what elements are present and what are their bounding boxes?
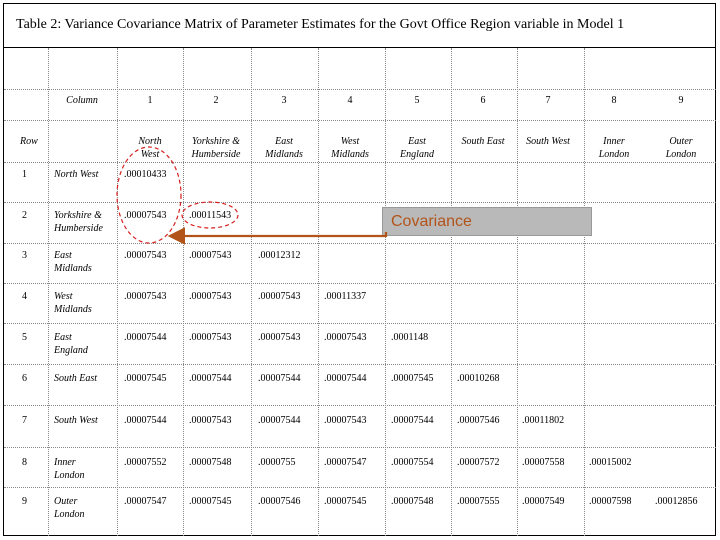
matrix-cell-value: .00007548: [391, 496, 434, 507]
matrix-cell-value: .00007547: [324, 457, 367, 468]
grid-vline: [517, 48, 518, 536]
column-number: 4: [347, 95, 353, 106]
row-name: East: [54, 332, 72, 343]
grid-hline: [4, 447, 716, 448]
column-number: 8: [611, 95, 617, 106]
grid-hline: [4, 405, 716, 406]
matrix-cell-value: .00007543: [324, 415, 367, 426]
matrix-cell-value: .00007572: [457, 457, 500, 468]
grid-hline: [4, 364, 716, 365]
matrix-cell-value: .00007544: [391, 415, 434, 426]
title-box: [3, 3, 716, 48]
row-name-line2: Midlands: [54, 263, 92, 274]
row-number: 3: [22, 250, 27, 261]
matrix-cell-value: .00007544: [189, 373, 232, 384]
matrix-cell-value: .00007543: [189, 415, 232, 426]
table-title: Table 2: Variance Covariance Matrix of Parameter Estimates for the Govt Office Region variable in Model 1: [16, 17, 625, 32]
column-header-label: Column: [66, 95, 98, 106]
grid-hline: [4, 283, 716, 284]
matrix-cell-value: .00007545: [391, 373, 434, 384]
column-name: Yorkshire &: [192, 136, 240, 147]
column-number: 7: [545, 95, 551, 106]
column-name: North: [138, 136, 162, 147]
grid-hline: [4, 202, 716, 203]
covariance-label: Covariance: [391, 213, 472, 230]
matrix-cell-value: .00007545: [189, 496, 232, 507]
matrix-cell-value: .00007555: [457, 496, 500, 507]
matrix-cell-value: .00010268: [457, 373, 500, 384]
grid-vline: [117, 48, 118, 536]
matrix-cell-value: .00007543: [189, 250, 232, 261]
row-name: West: [54, 291, 73, 302]
matrix-cell-value: .00007545: [124, 373, 167, 384]
matrix-cell-value: .00007543: [124, 210, 167, 221]
column-name: South West: [526, 136, 570, 147]
row-name-line2: England: [54, 345, 88, 356]
row-name-line2: Midlands: [54, 304, 92, 315]
matrix-cell-value: .00007549: [522, 496, 565, 507]
matrix-cell-value: .00007544: [258, 415, 301, 426]
column-name-line2: London: [598, 149, 630, 160]
matrix-cell-value: .0001148: [391, 332, 429, 343]
matrix-cell-value: .00007543: [124, 291, 167, 302]
grid-vline: [318, 48, 319, 536]
row-name: North West: [54, 169, 99, 180]
matrix-cell-value: .00007548: [189, 457, 232, 468]
row-header-label: Row: [20, 136, 38, 147]
column-name: South East: [461, 136, 505, 147]
column-name: Outer: [669, 136, 693, 147]
column-number: 5: [414, 95, 420, 106]
matrix-cell-value: .00012312: [258, 250, 301, 261]
grid-vline: [251, 48, 252, 536]
matrix-cell-value: .00007552: [124, 457, 167, 468]
column-name-line2: Humberside: [191, 149, 241, 160]
matrix-cell-value: .00011543: [189, 210, 232, 221]
matrix-cell-value: .0000755: [258, 457, 296, 468]
matrix-cell-value: .00007543: [258, 291, 301, 302]
row-number: 2: [22, 210, 27, 221]
column-name-line2: England: [400, 149, 434, 160]
matrix-cell-value: .00011802: [522, 415, 565, 426]
matrix-cell-value: .00010433: [124, 169, 167, 180]
matrix-cell-value: .00011337: [324, 291, 367, 302]
column-number: 2: [213, 95, 219, 106]
row-name-line2: London: [54, 470, 85, 481]
matrix-cell-value: .00007544: [124, 415, 167, 426]
grid-hline: [4, 323, 716, 324]
column-number: 6: [480, 95, 486, 106]
matrix-cell-value: .00007543: [258, 332, 301, 343]
row-name-line2: Humberside: [54, 223, 103, 234]
matrix-cell-value: .00007554: [391, 457, 434, 468]
row-number: 9: [22, 496, 27, 507]
row-number: 4: [22, 291, 27, 302]
matrix-cell-value: .00007544: [124, 332, 167, 343]
matrix-cell-value: .00007543: [124, 250, 167, 261]
matrix-cell-value: .00007543: [189, 291, 232, 302]
column-number: 3: [281, 95, 287, 106]
column-name-line2: West: [140, 149, 160, 160]
grid-vline: [385, 48, 386, 536]
row-number: 7: [22, 415, 27, 426]
column-name: East: [408, 136, 426, 147]
grid-hline: [4, 162, 716, 163]
matrix-cell-value: .00007547: [124, 496, 167, 507]
grid-hline: [4, 120, 716, 121]
matrix-cell-value: .00007558: [522, 457, 565, 468]
row-name: South West: [54, 415, 98, 426]
column-name-line2: Midlands: [331, 149, 369, 160]
column-name-line2: London: [665, 149, 697, 160]
grid-vline: [451, 48, 452, 536]
row-name: Yorkshire &: [54, 210, 102, 221]
matrix-cell-value: .00007546: [457, 415, 500, 426]
matrix-cell-value: .00007545: [324, 496, 367, 507]
row-name-line2: London: [54, 509, 85, 520]
row-number: 8: [22, 457, 27, 468]
row-number: 1: [22, 169, 27, 180]
matrix-cell-value: .00015002: [589, 457, 632, 468]
column-number: 1: [147, 95, 153, 106]
row-number: 6: [22, 373, 27, 384]
matrix-cell-value: .00007543: [189, 332, 232, 343]
column-number: 9: [678, 95, 684, 106]
grid-hline: [4, 89, 716, 90]
column-name: West: [340, 136, 360, 147]
matrix-cell-value: .00007544: [324, 373, 367, 384]
column-name: East: [275, 136, 293, 147]
matrix-cell-value: .00007546: [258, 496, 301, 507]
row-number: 5: [22, 332, 27, 343]
row-name: Outer: [54, 496, 78, 507]
grid-vline: [183, 48, 184, 536]
grid-hline: [4, 487, 716, 488]
covariance-callout: [382, 207, 592, 236]
row-name: East: [54, 250, 72, 261]
matrix-cell-value: .00007598: [589, 496, 632, 507]
grid-vline: [584, 48, 585, 536]
row-name: South East: [54, 373, 98, 384]
grid-hline: [4, 243, 716, 244]
column-name-line2: Midlands: [265, 149, 303, 160]
row-name: Inner: [54, 457, 76, 468]
column-name: Inner: [603, 136, 625, 147]
matrix-cell-value: .00007544: [258, 373, 301, 384]
matrix-cell-value: .00012856: [655, 496, 698, 507]
grid-vline: [48, 48, 49, 536]
matrix-cell-value: .00007543: [324, 332, 367, 343]
